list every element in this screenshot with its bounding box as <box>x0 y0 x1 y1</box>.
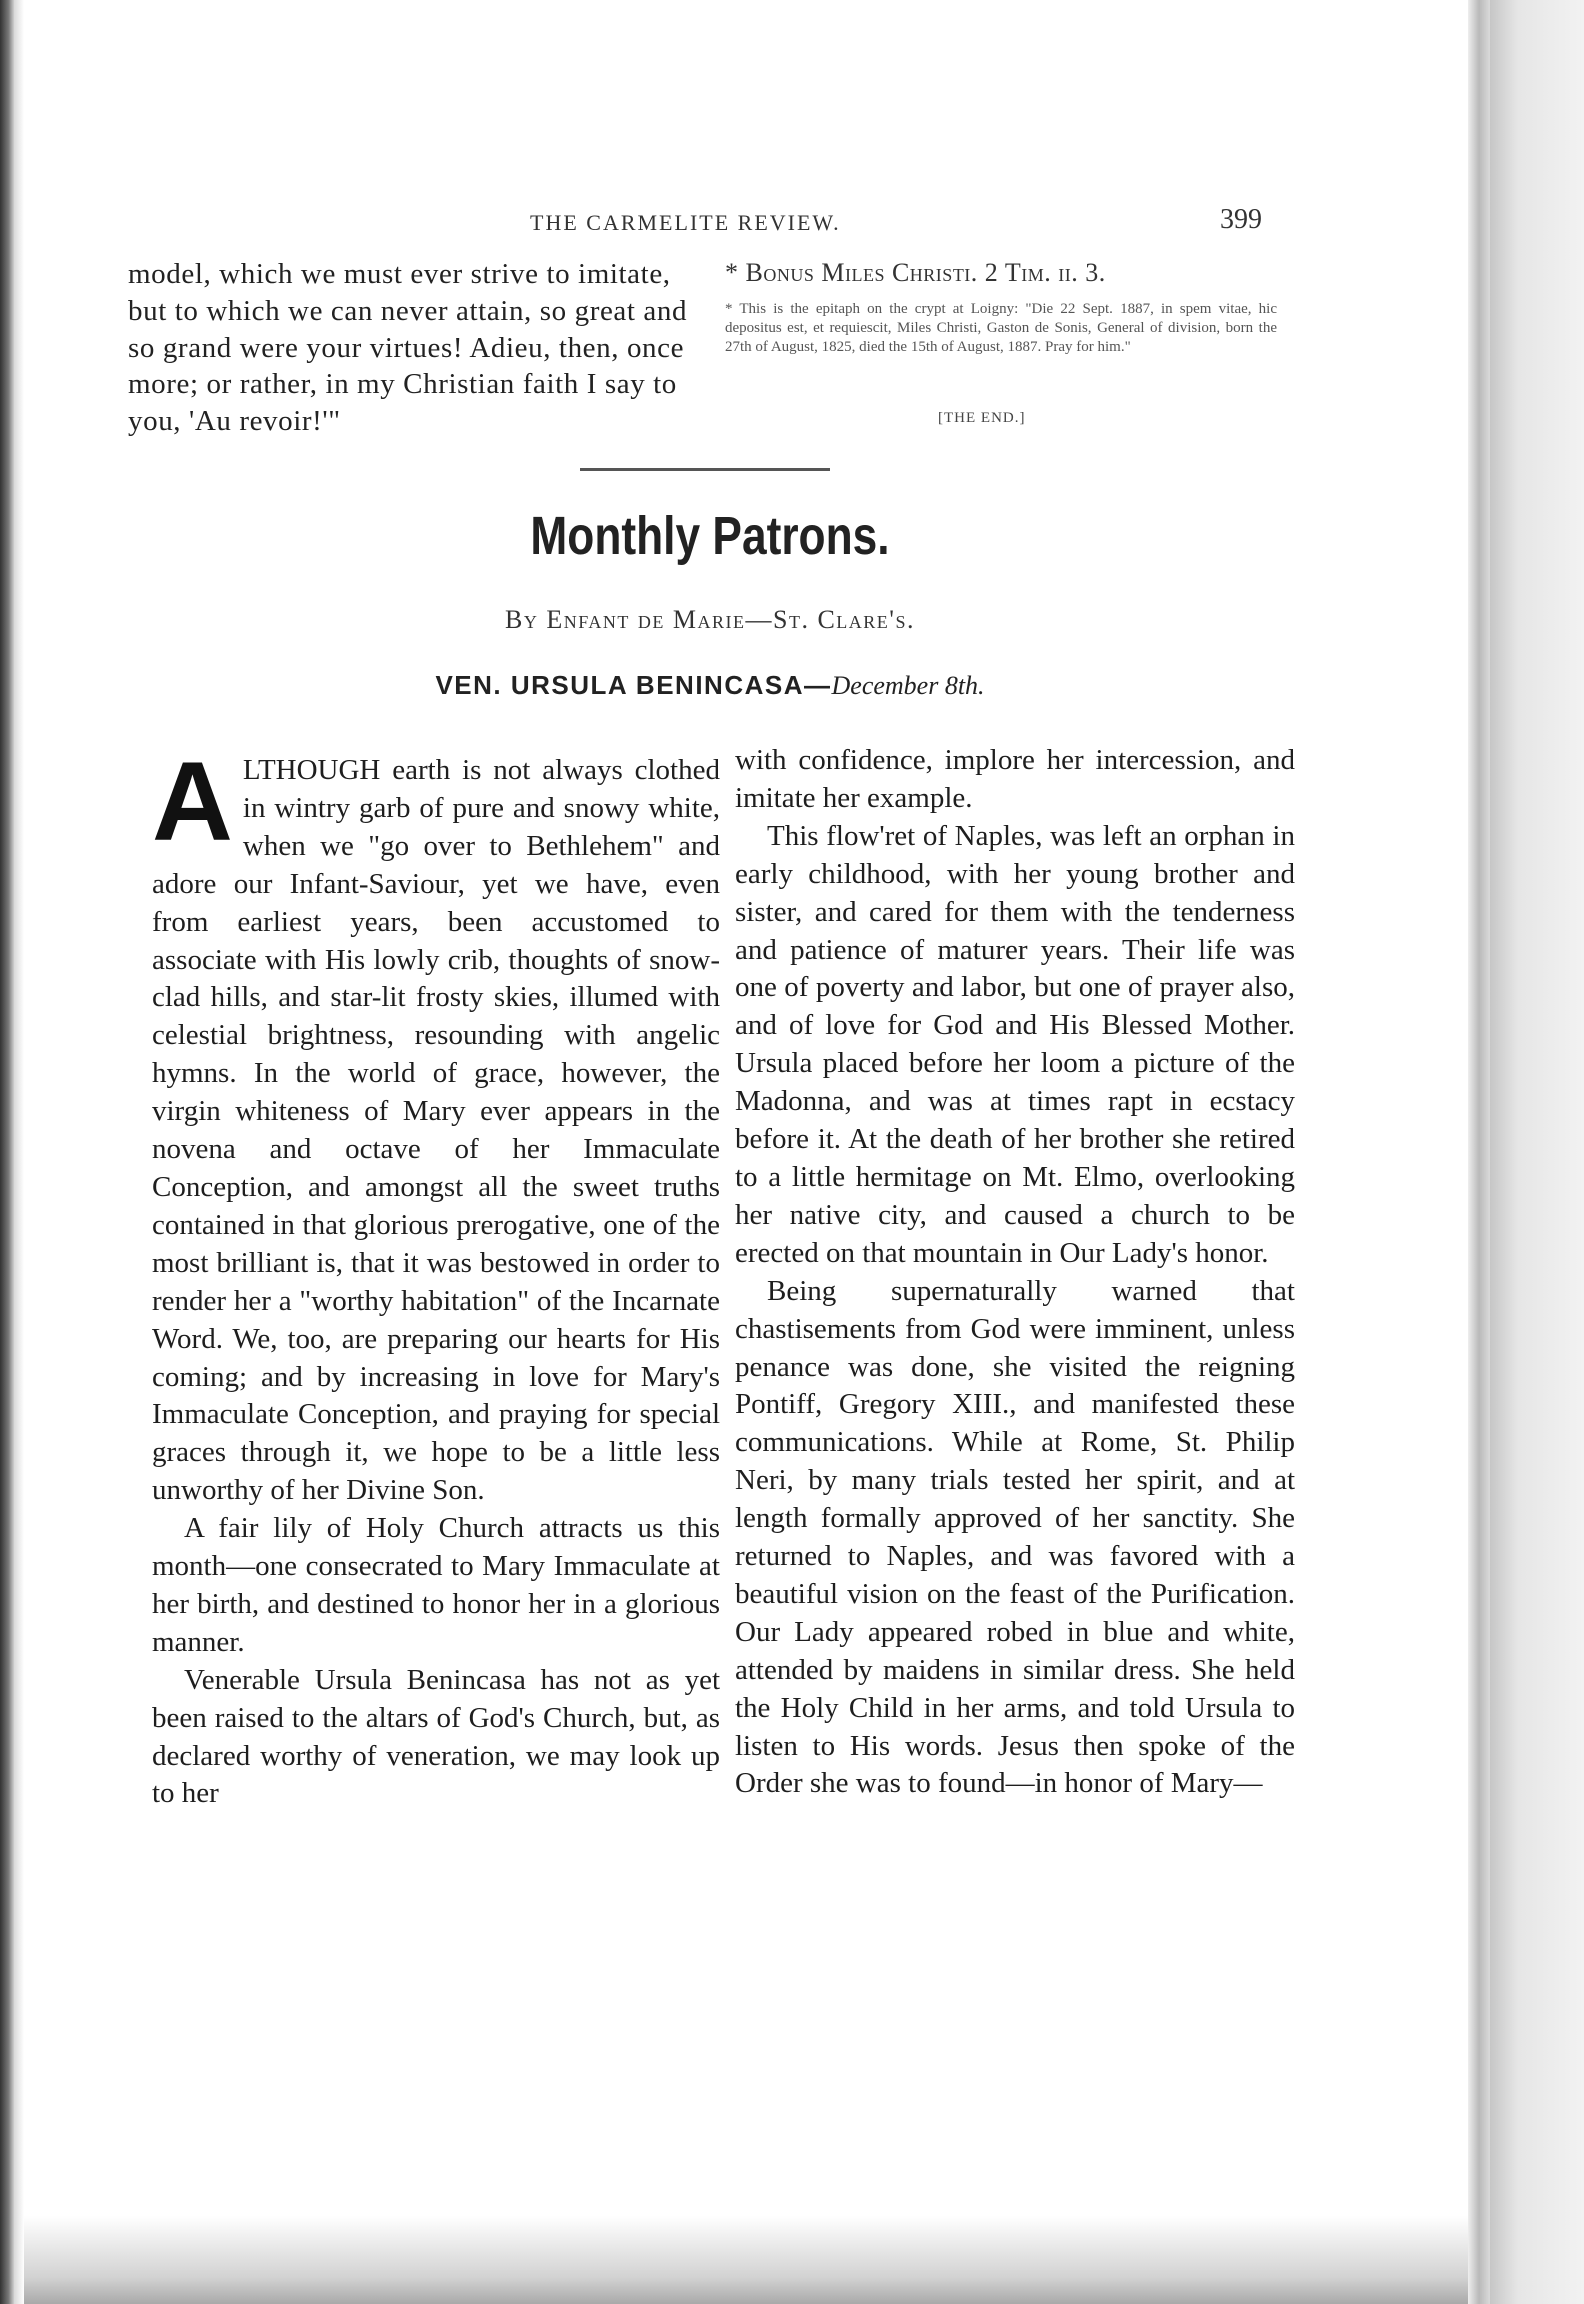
scan-left-shadow <box>14 0 24 2304</box>
page-bottom-edge <box>24 2216 1468 2304</box>
left-column <box>152 739 720 1813</box>
previous-article-ending: model, which we must ever strive to imitate, but to which we can never attain, so great and so grand were your virtues! Adieu, then, once more; or rather, in my Christian faith I say to you, 'Au revoir!'" <box>128 258 688 438</box>
paragraph: Being supernaturally warned that chastisements from God were imminent, unless penance was done, she visited the reigning Pontiff, Gregory XIII., and manifested these communications. While at Rome, St. Philip Neri, by many trials tested her spirit, and at length formally approved of her sanctity. She returned to Naples, and was favored with a beautiful vision on the feast of the Purification. Our Lady appeared robed in blue and white, attended by maidens in similar dress. She held the Holy Child in her arms, and told Ursula to listen to His words. Jesus then spoke of the Order she was to found—in honor of Mary— <box>735 1274 1295 1800</box>
end-mark: [THE END.] <box>938 410 1026 426</box>
paragraph <box>152 739 720 1510</box>
section-divider <box>580 468 830 471</box>
paragraph: Venerable Ursula Benincasa has not as yet been raised to the altars of God's Church, but, as declared worthy of veneration, we may look up to her <box>152 1663 720 1810</box>
running-head: THE CARMELITE REVIEW. <box>530 210 841 235</box>
article-byline: By Enfant de Marie—St. Clare's. <box>505 605 915 634</box>
article-subheading <box>380 670 1040 701</box>
subheading-saint-name: VEN. URSULA BENINCASA— <box>435 670 832 700</box>
subheading-feast-date: December 8th. <box>831 671 985 700</box>
footnote: * This is the epitaph on the crypt at Loigny: "Die 22 Sept. 1887, in spem vitae, hic depositus est, et requiescit, Miles Christi, Gaston de Sonis, General of division, born the 27th of August, 1825, died the 15th of August, 1887. Pray for him." <box>725 301 1277 355</box>
scan-left-edge <box>0 0 14 2304</box>
paragraph: with confidence, implore her intercession, and imitate her example. <box>735 744 1295 814</box>
book-spine <box>1490 0 1584 2304</box>
page-number: 399 <box>1220 204 1262 235</box>
article-title: Monthly Patrons. <box>530 506 890 566</box>
right-column <box>735 742 1295 1803</box>
drop-cap: A <box>152 739 233 864</box>
page-fold <box>1468 0 1490 2304</box>
paragraph: A fair lily of Holy Church attracts us this month—one consecrated to Mary Immaculate at her birth, and destined to honor her in a glorious manner. <box>152 1512 720 1658</box>
paragraph-text: LTHOUGH earth is not always clothed in wintry garb of pure and snowy white, when we "go over to Bethlehem" and adore our Infant-Saviour, yet we have, even from earliest years, been accustomed to associate with His lowly crib, thoughts of snow-clad hills, and star-lit frosty skies, illumed with celestial brightness, resounding with angelic hymns. In the world of grace, however, the virgin whiteness of Mary ever appears in the novena and octave of her Immaculate Conception, and amongst all the sweet truths contained in that glorious prerogative, one of the most brilliant is, that it was bestowed in order to render her a "worthy habitation" of the Incarnate Word. We, too, are preparing our hearts for His coming; and by increasing in love for Mary's Immaculate Conception, and praying for special graces through it, we hope to be a little less unworthy of her Divine Son. <box>152 754 720 1507</box>
epitaph-line: * Bonus Miles Christi. 2 Tim. ii. 3. <box>725 258 1106 287</box>
paragraph: This flow'ret of Naples, was left an orphan in early childhood, with her young brother and sister, and cared for them with the tenderness and patience of maturer years. Their life was one of poverty and labor, but one of prayer also, and of love for God and His Blessed Mother. Ursula placed before her loom a picture of the Madonna, and was at times rapt in ecstacy before it. At the death of her brother she retired to a little hermitage on Mt. Elmo, overlooking her native city, and caused a church to be erected on that mountain in Our Lady's honor. <box>735 819 1295 1269</box>
